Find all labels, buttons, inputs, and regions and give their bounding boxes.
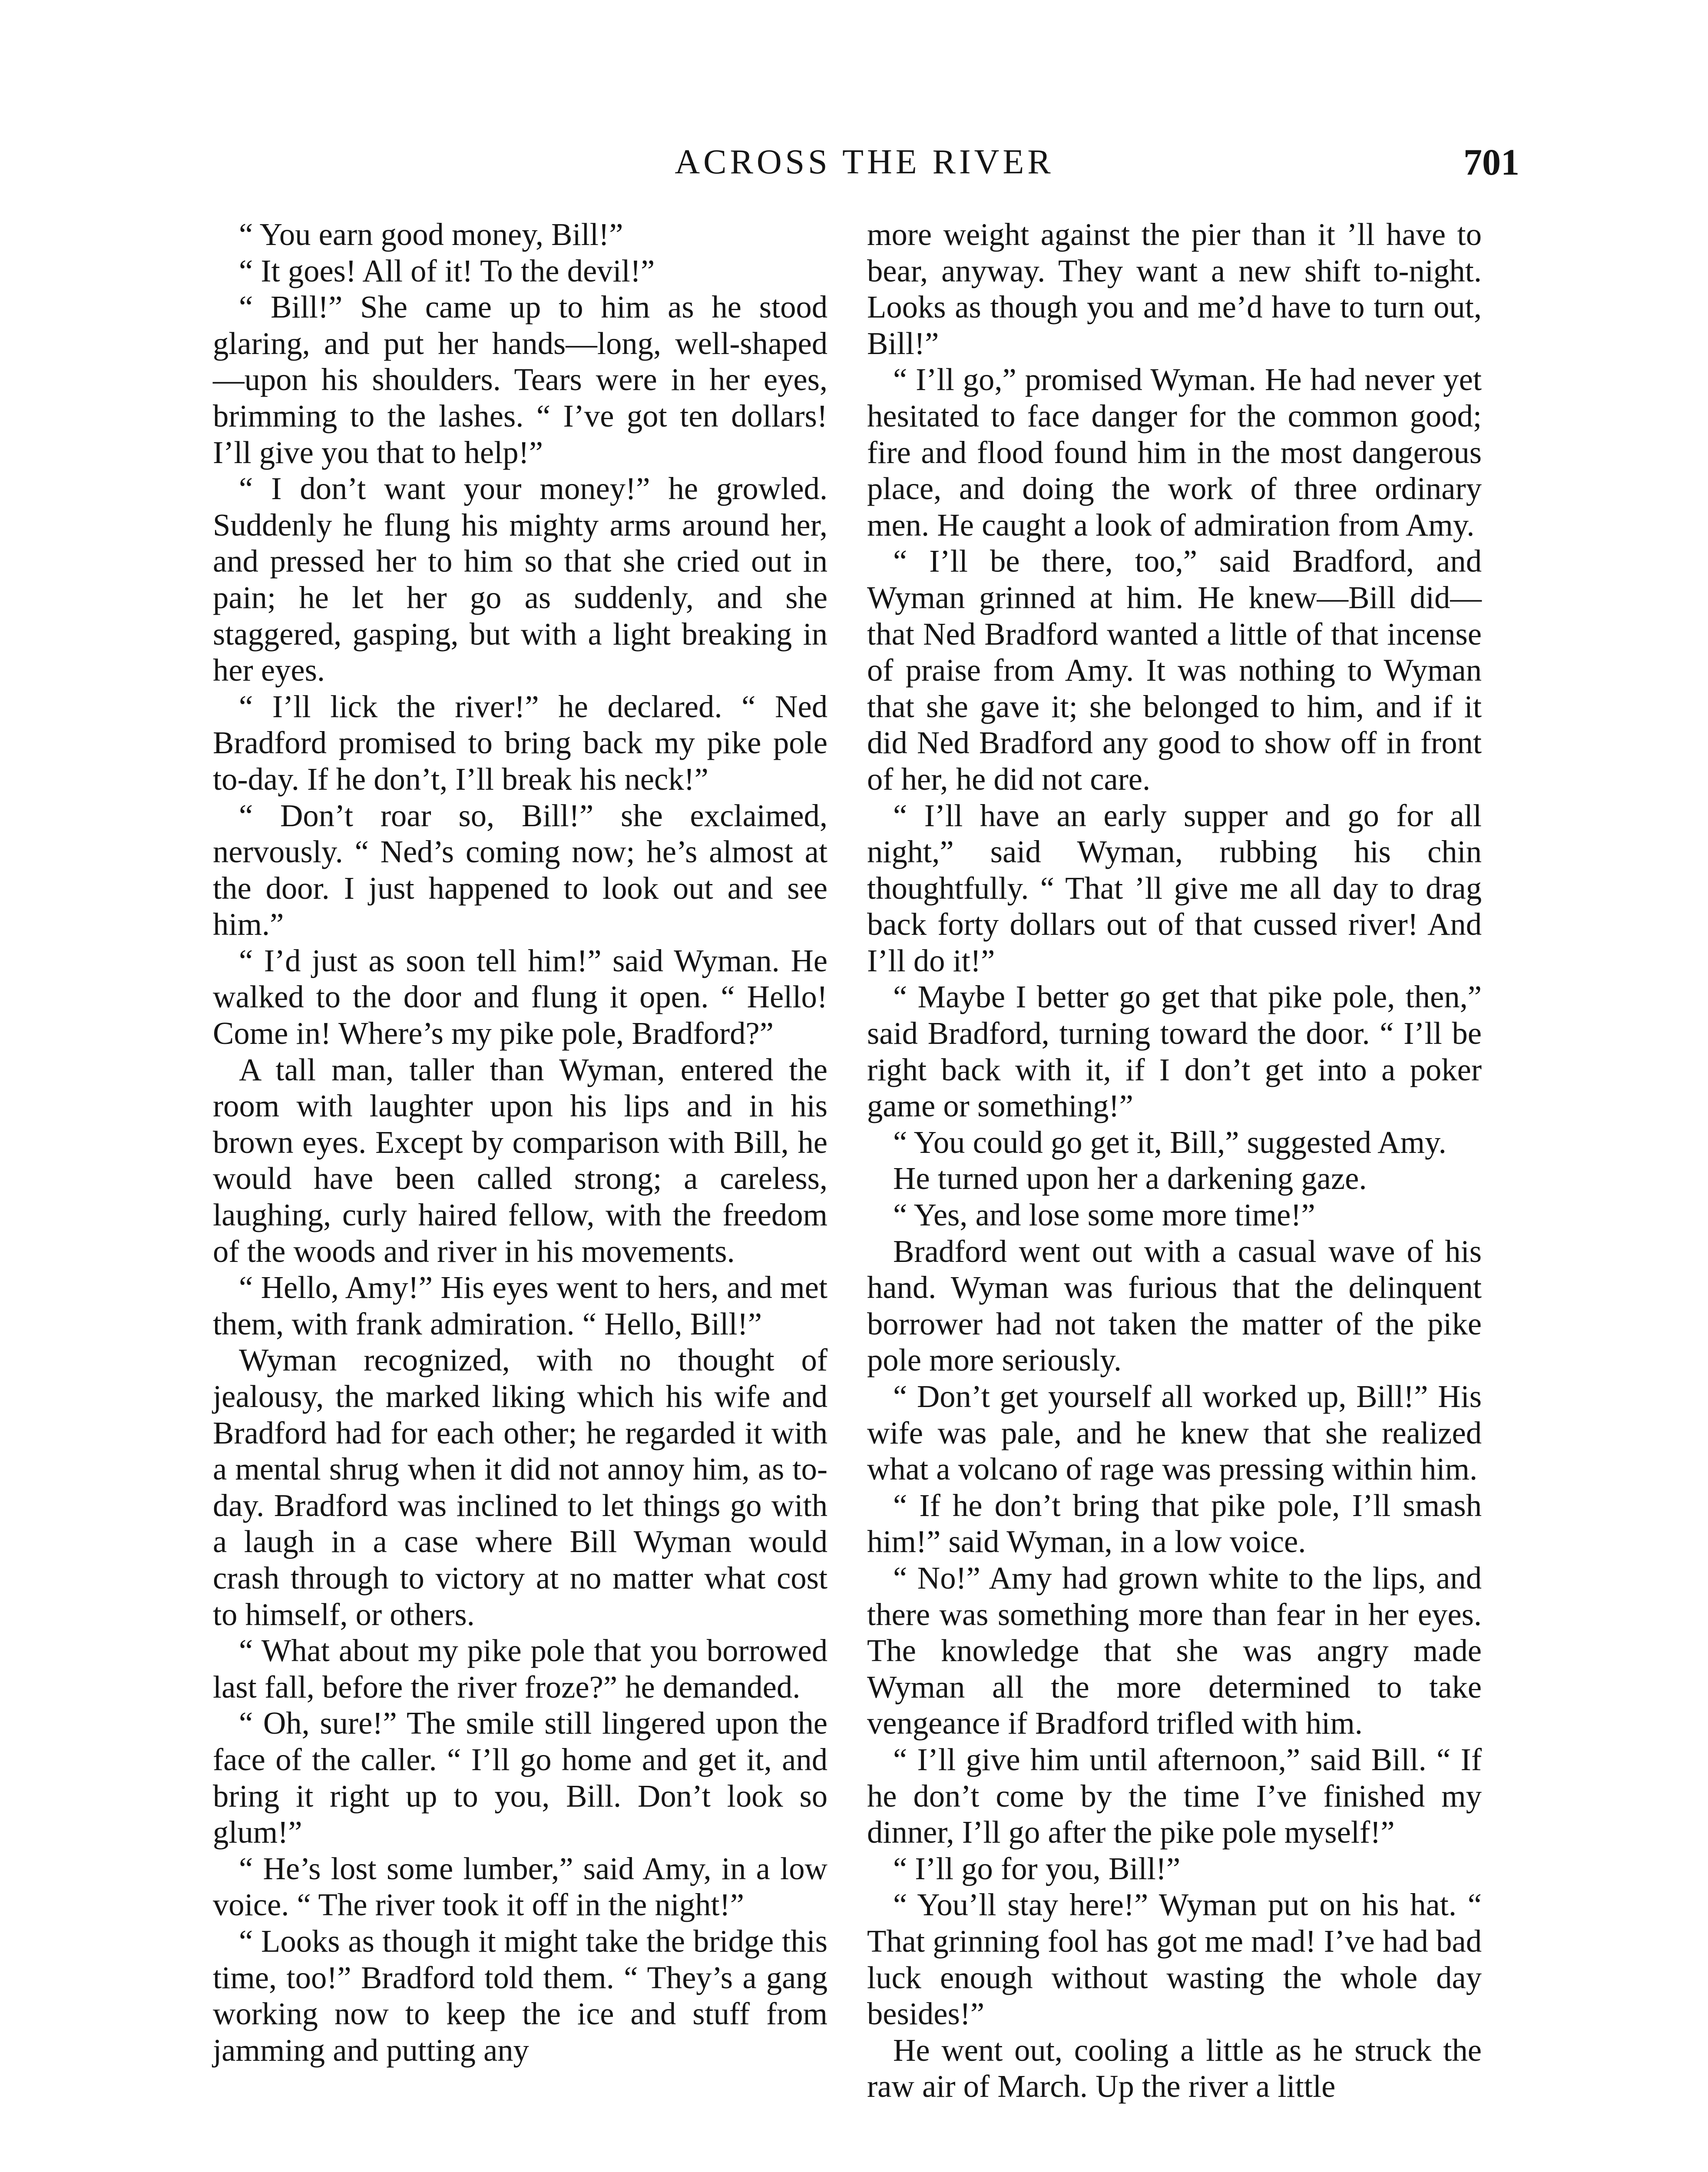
paragraph: “ Don’t roar so, Bill!” she exclaimed, nervously. “ Ned’s coming now; he’s almost at the door. I just happened to look out and see him.” bbox=[213, 798, 828, 942]
paragraph: “ It goes! All of it! To the devil!” bbox=[239, 253, 655, 288]
running-head bbox=[0, 138, 1708, 186]
paragraph: “ Bill!” She came up to him as he stood glaring, and put her hands—long, well-shaped—upon his shoulders. Tears were in her eyes, brimming to the lashes. “ I’ve got ten dollars! I’ll give you that to help!” bbox=[213, 289, 828, 470]
paragraph: “ Hello, Amy!” His eyes went to hers, and met them, with frank admiration. “ Hello, Bill!” bbox=[213, 1270, 828, 1341]
paragraph: He went out, cooling a little as he struck the raw air of March. Up the river a little bbox=[867, 2032, 1482, 2104]
paragraph: “ I’ll be there, too,” said Bradford, and Wyman grinned at him. He knew—Bill did—that Ned Bradford wanted a little of that incense of praise from Amy. It was nothing to Wyman that she gave it; she belonged to him, and if it did Ned Bradford any good to show off in front of her, he did not care. bbox=[867, 543, 1482, 797]
paragraph: “ I’ll give him until afternoon,” said Bill. “ If he don’t come by the time I’ve finished my dinner, I’ll go after the pike pole myself!” bbox=[867, 1742, 1482, 1850]
paragraph: Wyman recognized, with no thought of jealousy, the marked liking which his wife and Bradford had for each other; he regarded it with a mental shrug when it did not annoy him, as to-day. Bradford was inclined to let things go with a laugh in a case where Bill Wyman would crash through to victory at no matter what cost to himself, or others. bbox=[213, 1342, 828, 1632]
paragraph: “ Oh, sure!” The smile still lingered upon the face of the caller. “ I’ll go home and get it, and bring it right up to you, Bill. Don’t look so glum!” bbox=[213, 1705, 828, 1850]
paragraph: “ Maybe I better go get that pike pole, then,” said Bradford, turning toward the door. “ I’ll be right back with it, if I don’t get into a poker game or something!” bbox=[867, 979, 1482, 1124]
paragraph: “ You earn good money, Bill!” bbox=[239, 217, 623, 252]
paragraph: “ I’d just as soon tell him!” said Wyman. He walked to the door and flung it open. “ Hello! Come in! Where’s my pike pole, Bradford?” bbox=[213, 943, 828, 1051]
paragraph: “ Yes, and lose some more time!” bbox=[893, 1197, 1315, 1233]
paragraph: “ If he don’t bring that pike pole, I’ll smash him!” said Wyman, in a low voice. bbox=[867, 1487, 1482, 1559]
paragraph: “ What about my pike pole that you borrowed last fall, before the river froze?” he demanded. bbox=[213, 1633, 828, 1705]
paragraph: “ I’ll lick the river!” he declared. “ Ned Bradford promised to bring back my pike pole to-day. If he don’t, I’ll break his neck!” bbox=[213, 689, 828, 797]
page-number: 701 bbox=[1463, 141, 1519, 183]
paragraph: “ I’ll have an early supper and go for all night,” said Wyman, rubbing his chin thoughtfully. “ That ’ll give me all day to drag back forty dollars out of that cussed river! And I’ll do it!” bbox=[867, 798, 1482, 978]
paragraph: “ You could go get it, Bill,” suggested Amy. bbox=[893, 1124, 1447, 1160]
paragraph: “ No!” Amy had grown white to the lips, and there was something more than fear in her eyes. The knowledge that she was angry made Wyman all the more determined to take vengeance if Bradford trifled with him. bbox=[867, 1560, 1482, 1741]
paragraph: “ I’ll go,” promised Wyman. He had never yet hesitated to face danger for the common good; fire and flood found him in the most dangerous place, and doing the work of three ordinary men. He caught a look of admiration from Amy. bbox=[867, 362, 1482, 543]
paragraph: “ You’ll stay here!” Wyman put on his hat. “ That grinning fool has got me mad! I’ve had bad luck enough without wasting the whole day besides!” bbox=[867, 1887, 1482, 2032]
paragraph: “ I’ll go for you, Bill!” bbox=[893, 1851, 1181, 1886]
paragraph: A tall man, taller than Wyman, entered the room with laughter upon his lips and in his brown eyes. Except by comparison with Bill, he would have been called strong; a careless, laughing, curly haired fellow, with the freedom of the woods and river in his movements. bbox=[213, 1052, 828, 1269]
paragraph: “ He’s lost some lumber,” said Amy, in a low voice. “ The river took it off in the night!” bbox=[213, 1851, 828, 1923]
paragraph-continued: more weight against the pier than it ’ll have to bear, anyway. They want a new shift to-night. Looks as though you and me’d have to turn out, Bill!” bbox=[867, 217, 1482, 361]
left-column bbox=[213, 216, 828, 2068]
right-column bbox=[867, 216, 1482, 2105]
paragraph: Bradford went out with a casual wave of his hand. Wyman was furious that the delinquent borrower had not taken the matter of the pike pole more seriously. bbox=[867, 1233, 1482, 1378]
paragraph: “ I don’t want your money!” he growled. Suddenly he flung his mighty arms around her, and pressed her to him so that she cried out in pain; he let her go as suddenly, and she staggered, gasping, but with a light breaking in her eyes. bbox=[213, 471, 828, 688]
paragraph: He turned upon her a darkening gaze. bbox=[893, 1161, 1367, 1196]
paragraph: “ Looks as though it might take the bridge this time, too!” Bradford told them. “ They’s a gang working now to keep the ice and stuff from jamming and putting any bbox=[213, 1923, 828, 2068]
paragraph: “ Don’t get yourself all worked up, Bill!” His wife was pale, and he knew that she realized what a volcano of rage was pressing within him. bbox=[867, 1379, 1482, 1487]
running-title: ACROSS THE RIVER bbox=[675, 143, 1054, 181]
